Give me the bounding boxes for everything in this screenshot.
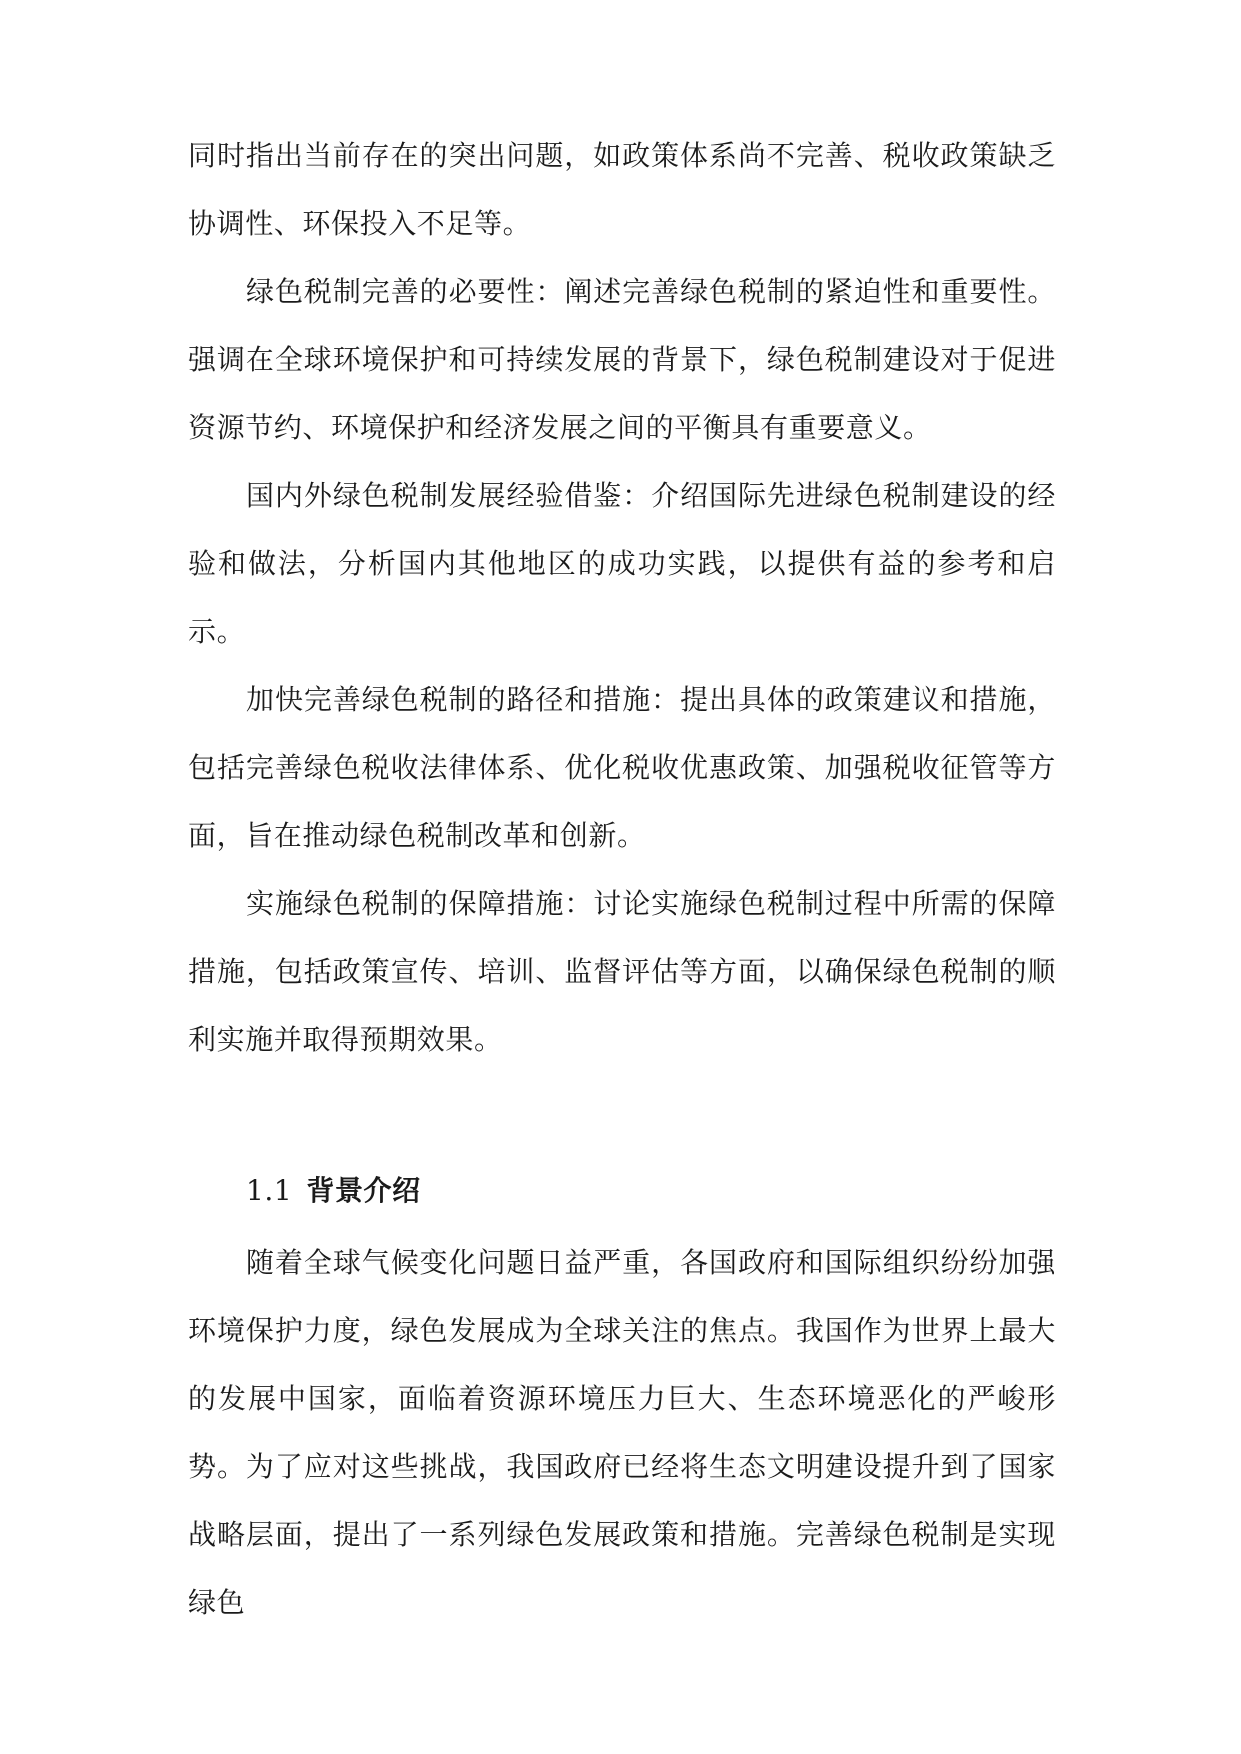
- paragraph-background: 随着全球气候变化问题日益严重，各国政府和国际组织纷纷加强环境保护力度，绿色发展成为全球关注的焦点。我国作为世界上最大的发展中国家，面临着资源环境压力巨大、生态环境恶化的严峻形势。为了应对这些挑战，我国政府已经将生态文明建设提升到了国家战略层面，提出了一系列绿色发展政策和措施。完善绿色税制是实现绿色: [188, 1246, 1056, 1619]
- body-text-bottom: [188, 1229, 1056, 1637]
- paragraph-safeguards: 实施绿色税制的保障措施：讨论实施绿色税制过程中所需的保障措施，包括政策宣传、培训、监督评估等方面，以确保绿色税制的顺利实施并取得预期效果。: [188, 887, 1056, 1056]
- section-number: 1.1: [246, 1174, 293, 1207]
- section-heading: [246, 1157, 421, 1225]
- paragraph-experience: 国内外绿色税制发展经验借鉴：介绍国际先进绿色税制建设的经验和做法，分析国内其他地区的成功实践，以提供有益的参考和启示。: [188, 479, 1056, 648]
- paragraph-problems: 同时指出当前存在的突出问题，如政策体系尚不完善、税收政策缺乏协调性、环保投入不足等。: [188, 139, 1056, 240]
- body-text-top: [188, 122, 1056, 1074]
- paragraph-paths-measures: 加快完善绿色税制的路径和措施：提出具体的政策建议和措施，包括完善绿色税收法律体系、优化税收优惠政策、加强税收征管等方面，旨在推动绿色税制改革和创新。: [188, 683, 1056, 852]
- paragraph-necessity: 绿色税制完善的必要性：阐述完善绿色税制的紧迫性和重要性。强调在全球环境保护和可持续发展的背景下，绿色税制建设对于促进资源节约、环境保护和经济发展之间的平衡具有重要意义。: [188, 275, 1056, 444]
- section-title: 背景介绍: [306, 1174, 421, 1207]
